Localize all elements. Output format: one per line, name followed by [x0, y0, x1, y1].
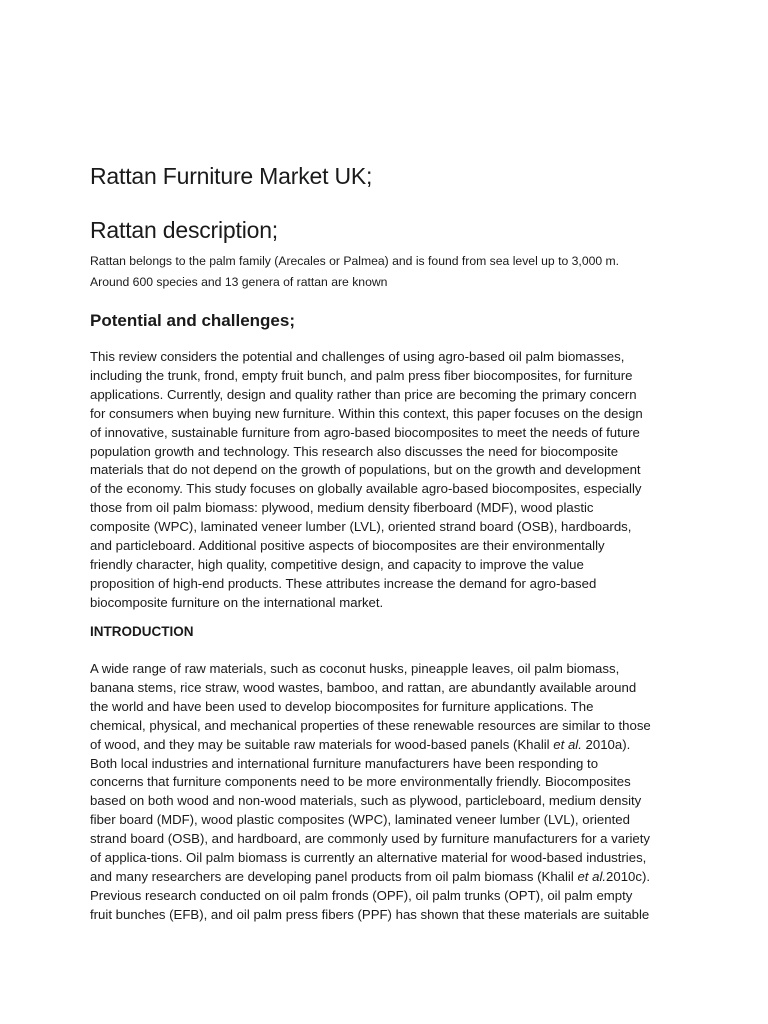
paragraph-line-text: of wood, and they may be suitable raw materials for wood-based panels (Khalil: [90, 736, 554, 752]
paragraph-line: proposition of high-end products. These attributes increase the demand for agro-based: [90, 575, 597, 591]
paragraph-line: composite (WPC), laminated veneer lumber (LVL), oriented strand board (OSB), hardboards,: [90, 519, 632, 535]
paragraph-line: friendly character, high quality, competitive design, and capacity to improve the value: [90, 556, 584, 572]
description-line: Around 600 species and 13 genera of rattan are known: [90, 275, 388, 289]
paragraph-line: of innovative, sustainable furniture from agro-based biocomposites to meet the needs of future: [90, 424, 640, 440]
paragraph-line: those from oil palm biomass: plywood, medium density fiberboard (MDF), wood plastic: [90, 500, 594, 516]
document-subtitle: Rattan description;: [90, 217, 278, 243]
paragraph-line: [90, 737, 630, 752]
paragraph-line: chemical, physical, and mechanical properties of these renewable resources are similar to those: [90, 717, 651, 733]
paragraph-line: of the economy. This study focuses on globally available agro-based biocomposites, especially: [90, 481, 642, 497]
paragraph-line: biocomposite furniture on the international market.: [90, 594, 384, 610]
paragraph-introduction: [90, 660, 684, 925]
paragraph-line: materials that do not depend on the growth of populations, but on the growth and development: [90, 462, 641, 478]
paragraph-line: [90, 869, 650, 884]
paragraph-line: Previous research conducted on oil palm fronds (OPF), oil palm trunks (OPT), oil palm empty: [90, 887, 633, 903]
citation-italic: et al.: [577, 868, 607, 884]
paragraph-line: of applica-tions. Oil palm biomass is currently an alternative material for wood-based industries,: [90, 850, 647, 866]
paragraph-line: fiber board (MDF), wood plastic composites (WPC), laminated veneer lumber (LVL), oriented: [90, 812, 630, 828]
section-heading-potential: Potential and challenges;: [90, 311, 295, 330]
paragraph-line: fruit bunches (EFB), and oil palm press fibers (PPF) has shown that these materials are suitable: [90, 906, 650, 922]
paragraph-line: This review considers the potential and challenges of using agro-based oil palm biomasses,: [90, 349, 625, 364]
rattan-description: [90, 251, 690, 293]
paragraph-potential: [90, 348, 684, 613]
paragraph-line: concerns that furniture components need to be more environmentally friendly. Biocomposites: [90, 774, 631, 790]
paragraph-line: for consumers when buying new furniture. Within this context, this paper focuses on the design: [90, 405, 643, 421]
paragraph-line: based on both wood and non-wood materials, such as plywood, particleboard, medium density: [90, 793, 642, 809]
paragraph-line: and particleboard. Additional positive aspects of biocomposites are their environmentally: [90, 538, 605, 554]
document-title: Rattan Furniture Market UK;: [90, 163, 373, 189]
paragraph-line: including the trunk, frond, empty fruit bunch, and palm press fiber biocomposites, for furniture: [90, 367, 633, 383]
paragraph-line: A wide range of raw materials, such as coconut husks, pineapple leaves, oil palm biomass,: [90, 661, 620, 676]
paragraph-line: banana stems, rice straw, wood wastes, bamboo, and rattan, are abundantly available around: [90, 679, 637, 695]
paragraph-line: the world and have been used to develop biocomposites for furniture applications. The: [90, 698, 594, 714]
citation-tail: 2010c).: [606, 868, 651, 884]
citation-tail: 2010a).: [581, 736, 631, 752]
paragraph-line: applications. Currently, design and quality rather than price are becoming the primary concern: [90, 386, 637, 402]
paragraph-line: strand board (OSB), and hardboard, are commonly used by furniture manufacturers for a variety: [90, 831, 651, 847]
description-line: Rattan belongs to the palm family (Arecales or Palmea) and is found from sea level up to 3,000 m.: [90, 254, 620, 268]
paragraph-line-text: and many researchers are developing panel products from oil palm biomass (Khalil: [90, 868, 578, 884]
citation-italic: et al.: [553, 736, 582, 752]
section-heading-introduction: INTRODUCTION: [90, 624, 194, 639]
paragraph-line: population growth and technology. This research also discusses the need for biocomposite: [90, 443, 619, 459]
paragraph-line: Both local industries and international furniture manufacturers have been responding to: [90, 755, 599, 771]
